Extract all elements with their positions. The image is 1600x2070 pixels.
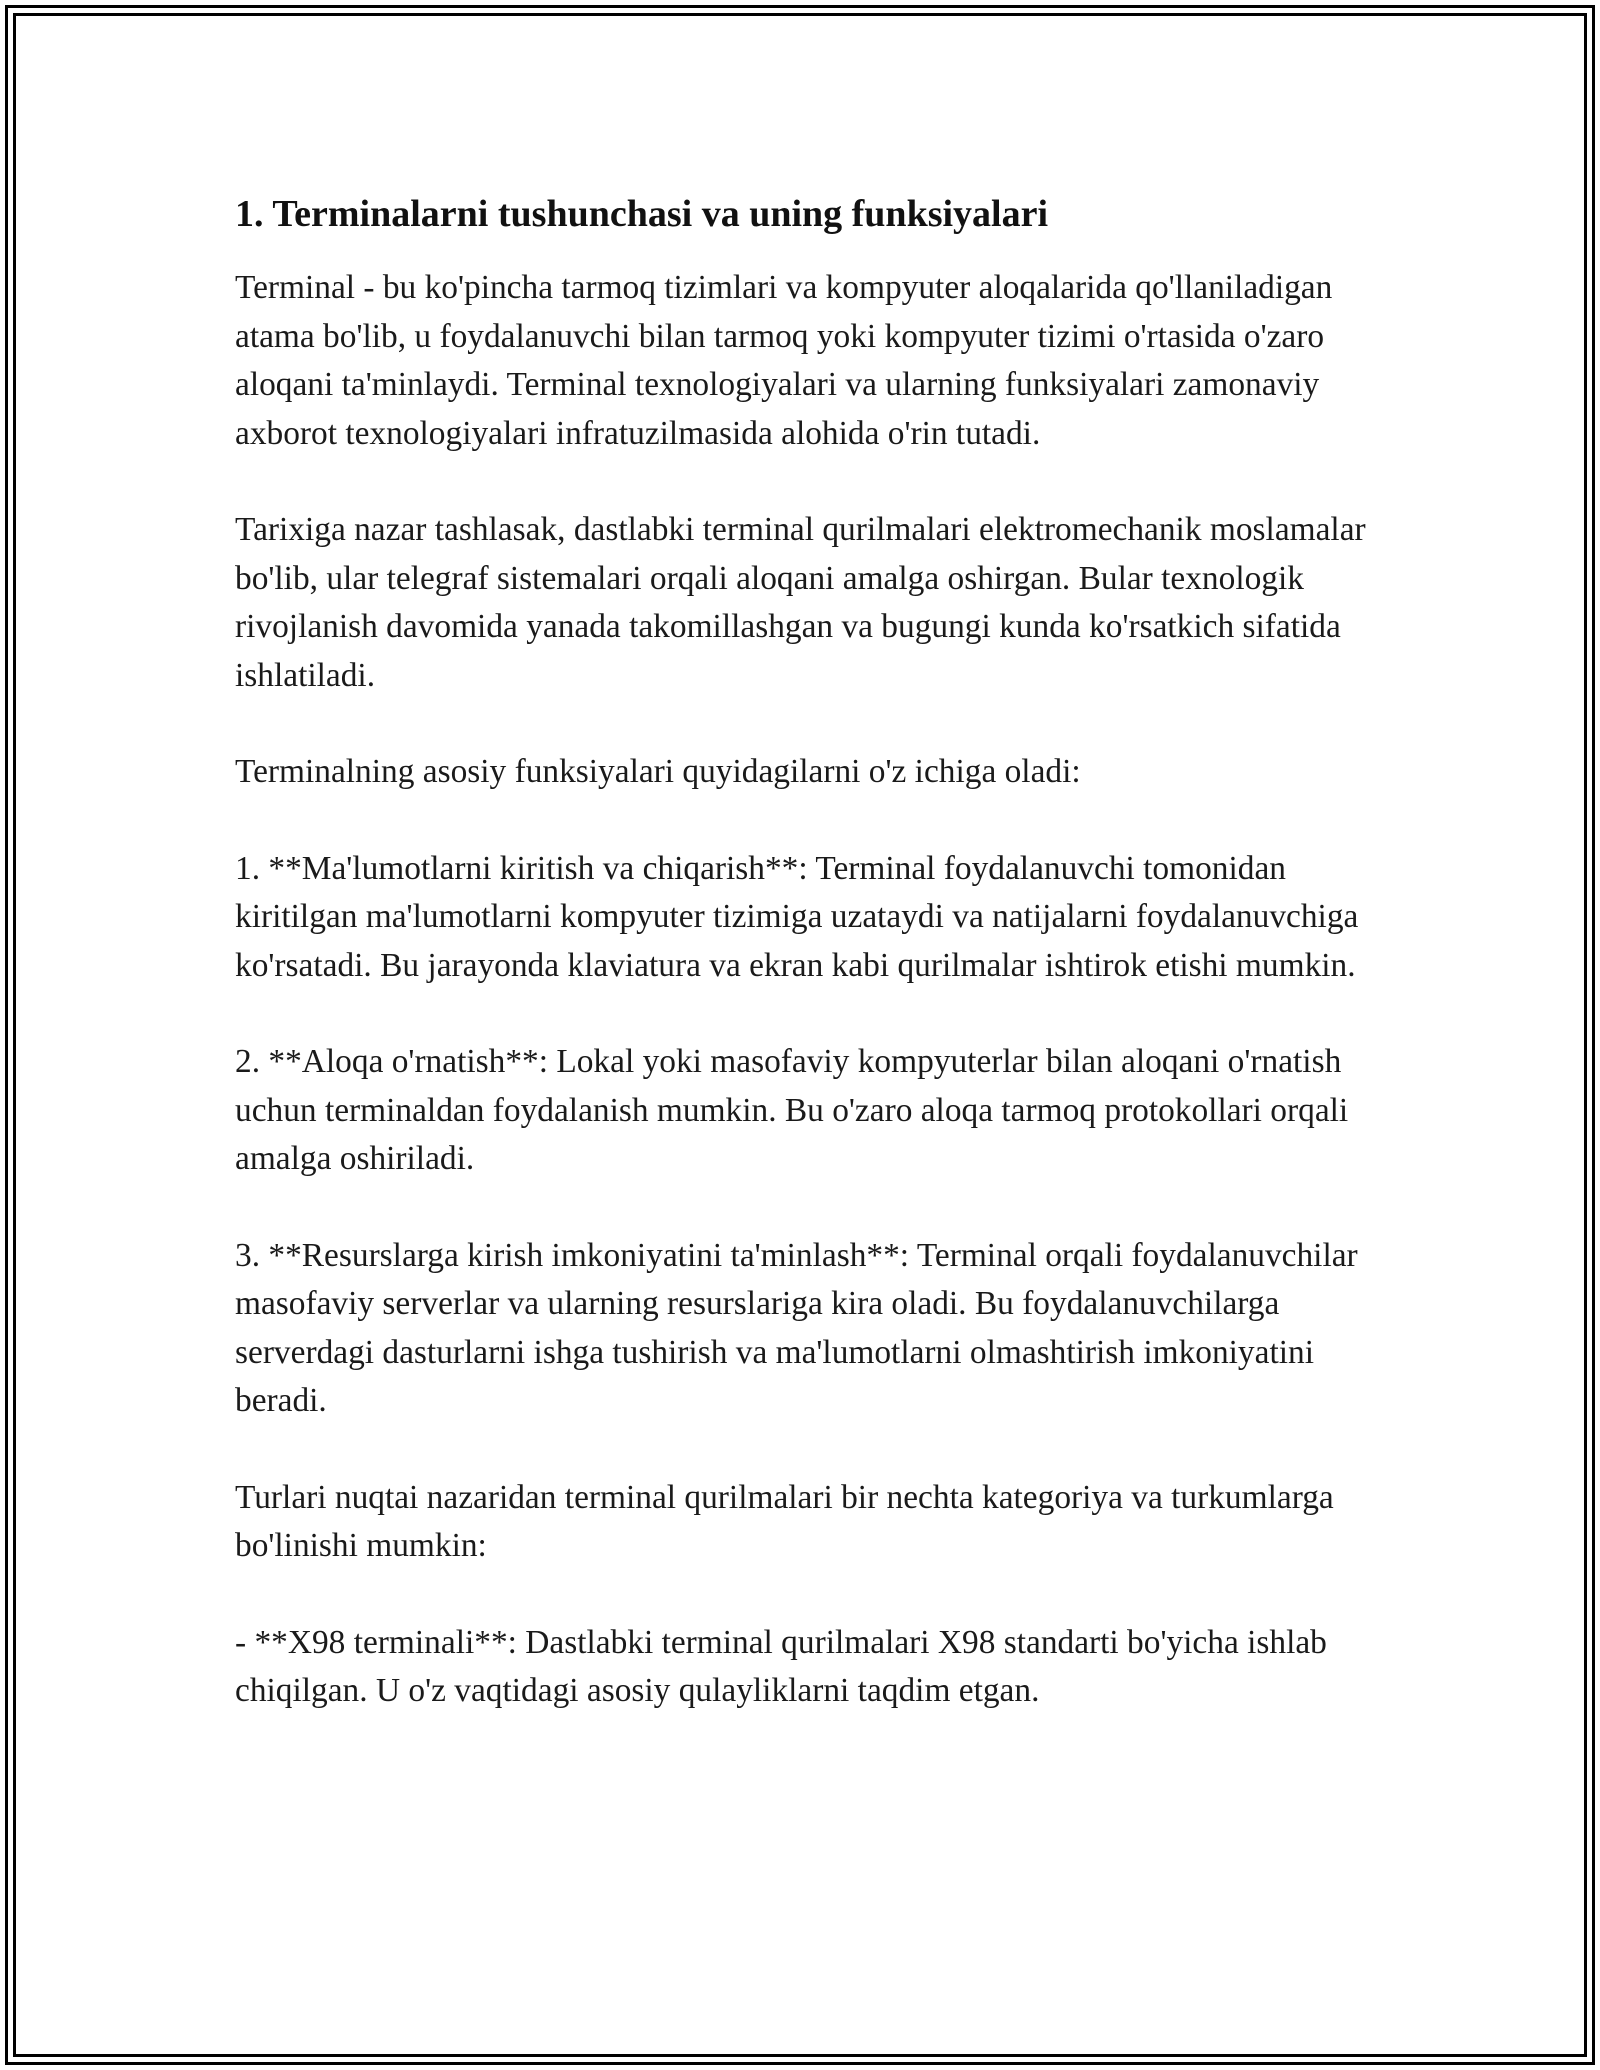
paragraph-functions-intro: Terminalning asosiy funksiyalari quyidagilarni o'z ichiga oladi: — [235, 753, 1081, 790]
paragraph-function-1: 1. **Ma'lumotlarni kiritish va chiqarish**: Terminal foydalanuvchi tomonidan kiritilgan ma'lumotlarni kompyuter tizimiga uzataydi va natijalarni foydalanuvchiga ko'rsatadi. Bu jarayonda klaviatura va ekran kabi qurilmalar ishtirok etishi mumkin. — [235, 849, 1359, 984]
paragraph-types-intro: Turlari nuqtai nazaridan terminal qurilmalari bir nechta kategoriya va turkumlarga bo'linishi mumkin: — [235, 1478, 1334, 1564]
paragraph-type-x98: - **X98 terminali**: Dastlabki terminal qurilmalari X98 standarti bo'yicha ishlab chiqilgan. U o'z vaqtidagi asosiy qulayliklarni taqdim etgan. — [235, 1623, 1327, 1709]
section-heading: 1. Terminalarni tushunchasi va uning funksiyalari — [235, 193, 1049, 235]
paragraph-function-3: 3. **Resurslarga kirish imkoniyatini ta'minlash**: Terminal orqali foydalanuvchilar masofaviy serverlar va ularning resurslariga kira oladi. Bu foydalanuvchilarga serverdagi dasturlarni ishga tushirish va ma'lumotlarni olmashtirish imkoniyatini beradi. — [235, 1236, 1358, 1419]
paragraph-intro: Terminal - bu ko'pincha tarmoq tizimlari va kompyuter aloqalarida qo'llaniladigan atama bo'lib, u foydalanuvchi bilan tarmoq yoki kompyuter tizimi o'rtasida o'zaro aloqani ta'minlaydi. Terminal texnologiyalari va ularning funksiyalari zamonaviy axborot texnologiyalari infratuzilmasida alohida o'rin tutadi. — [235, 269, 1333, 452]
paragraph-history: Tarixiga nazar tashlasak, dastlabki terminal qurilmalari elektromechanik moslamalar bo'lib, ular telegraf sistemalari orqali aloqani amalga oshirgan. Bular texnologik rivojlanish davomida yanada takomillashgan va bugungi kunda ko'rsatkich sifatida ishlatiladi. — [235, 511, 1366, 694]
document-body — [235, 186, 1385, 1716]
paragraph-function-2: 2. **Aloqa o'rnatish**: Lokal yoki masofaviy kompyuterlar bilan aloqani o'rnatish uchun terminaldan foydalanish mumkin. Bu o'zaro aloqa tarmoq protokollari orqali amalga oshiriladi. — [235, 1043, 1349, 1177]
